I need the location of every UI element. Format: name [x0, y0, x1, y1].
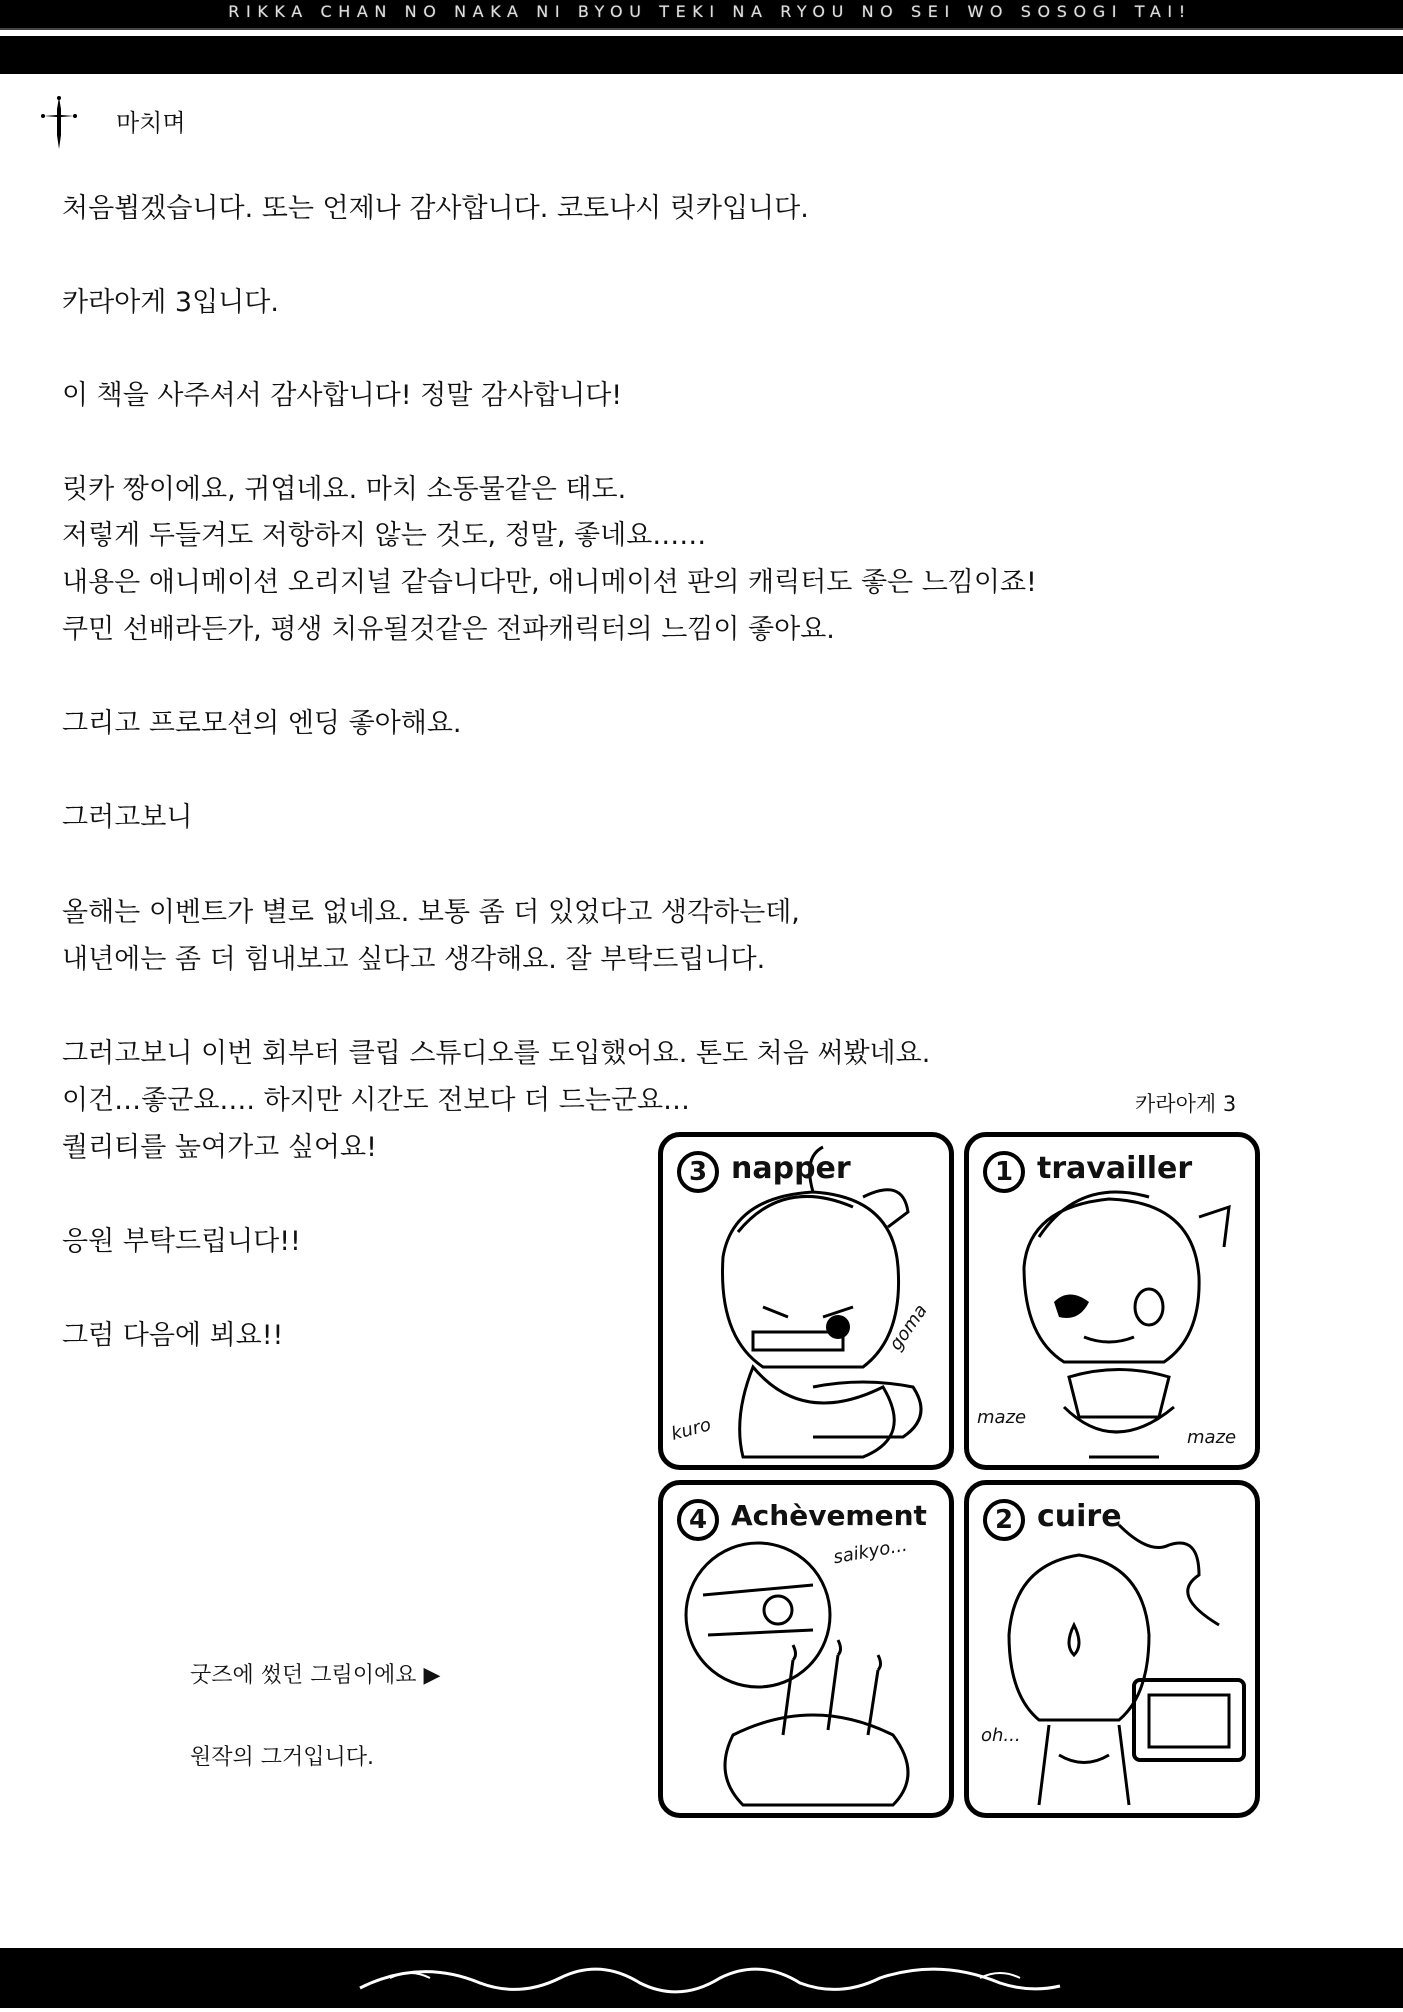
sfx-text: maze [1187, 1427, 1237, 1448]
body-line: 올해는 이벤트가 별로 없네요. 보통 좀 더 있었다고 생각하는데, [62, 897, 800, 928]
sfx-text: goma [885, 1300, 932, 1355]
top-rule-gap [0, 30, 1403, 36]
body-line: 이 책을 사주셔서 감사합니다! 정말 감사합니다! [62, 380, 623, 411]
panel-title: travailler [1037, 1151, 1193, 1186]
sfx-text: maze [977, 1407, 1027, 1428]
body-line: 그러고보니 이번 회부터 클립 스튜디오를 도입했어요. 톤도 처음 써봤네요. [62, 1038, 931, 1069]
body-line: 그러고보니 [62, 802, 193, 833]
sfx-text: oh... [981, 1725, 1021, 1746]
body-line: 이건…좋군요…. 하지만 시간도 전보다 더 드는군요… [62, 1085, 691, 1116]
comic-panel-travailler [964, 1132, 1260, 1470]
body-line: 카라아게 3입니다. [62, 287, 279, 318]
panel-number-badge: 4 [677, 1499, 719, 1541]
ornament-icon [0, 1948, 1403, 2008]
cross-icon [40, 95, 78, 151]
running-title: RIKKA CHAN NO NAKA NI BYOU TEKI NA RYOU NO SEI WO SOSOGI TAI! [228, 2, 1192, 21]
body-line: 그리고 프로모션의 엔딩 좋아해요. [62, 708, 462, 739]
comic-panel-achevement [658, 1480, 954, 1818]
panel-title: cuire [1037, 1499, 1122, 1534]
illustration-caption: 카라아게 3 [1135, 1092, 1237, 1116]
original-note: 원작의 그거입니다. [190, 1745, 375, 1770]
section-title: 마치며 [116, 109, 186, 137]
sfx-text: saikyo... [831, 1534, 909, 1569]
body-line: 내년에는 좀 더 힘내보고 싶다고 생각해요. 잘 부탁드립니다. [62, 944, 766, 975]
comic-panel-cuire [964, 1480, 1260, 1818]
body-line: 저렇게 두들겨도 저항하지 않는 것도, 정말, 좋네요…… [62, 520, 707, 551]
body-line: 쿠민 선배라든가, 평생 치유될것같은 전파캐릭터의 느낌이 좋아요. [62, 614, 835, 645]
panel-number-badge: 1 [983, 1151, 1025, 1193]
panel-number-badge: 3 [677, 1151, 719, 1193]
sfx-text: kuro [668, 1414, 714, 1445]
goods-note: 굿즈에 썼던 그림이에요 ▶ [190, 1663, 441, 1688]
bottom-banner [0, 1948, 1403, 2008]
panel-number-badge: 2 [983, 1499, 1025, 1541]
panel-title: Achèvement [731, 1499, 927, 1532]
body-line: 릿카 짱이에요, 귀엽네요. 마치 소동물같은 태도. [62, 474, 627, 505]
comic-panel-napper [658, 1132, 954, 1470]
panel-title: napper [731, 1151, 851, 1186]
body-line: 퀄리티를 높여가고 싶어요! [62, 1132, 377, 1163]
body-line: 그럼 다음에 뵈요!! [62, 1320, 284, 1351]
body-line: 내용은 애니메이션 오리지널 같습니다만, 애니메이션 판의 캐릭터도 좋은 느낌이죠! [62, 567, 1037, 598]
body-line: 응원 부탁드립니다!! [62, 1226, 301, 1257]
body-line: 처음뵙겠습니다. 또는 언제나 감사합니다. 코토나시 릿카입니다. [62, 193, 809, 224]
